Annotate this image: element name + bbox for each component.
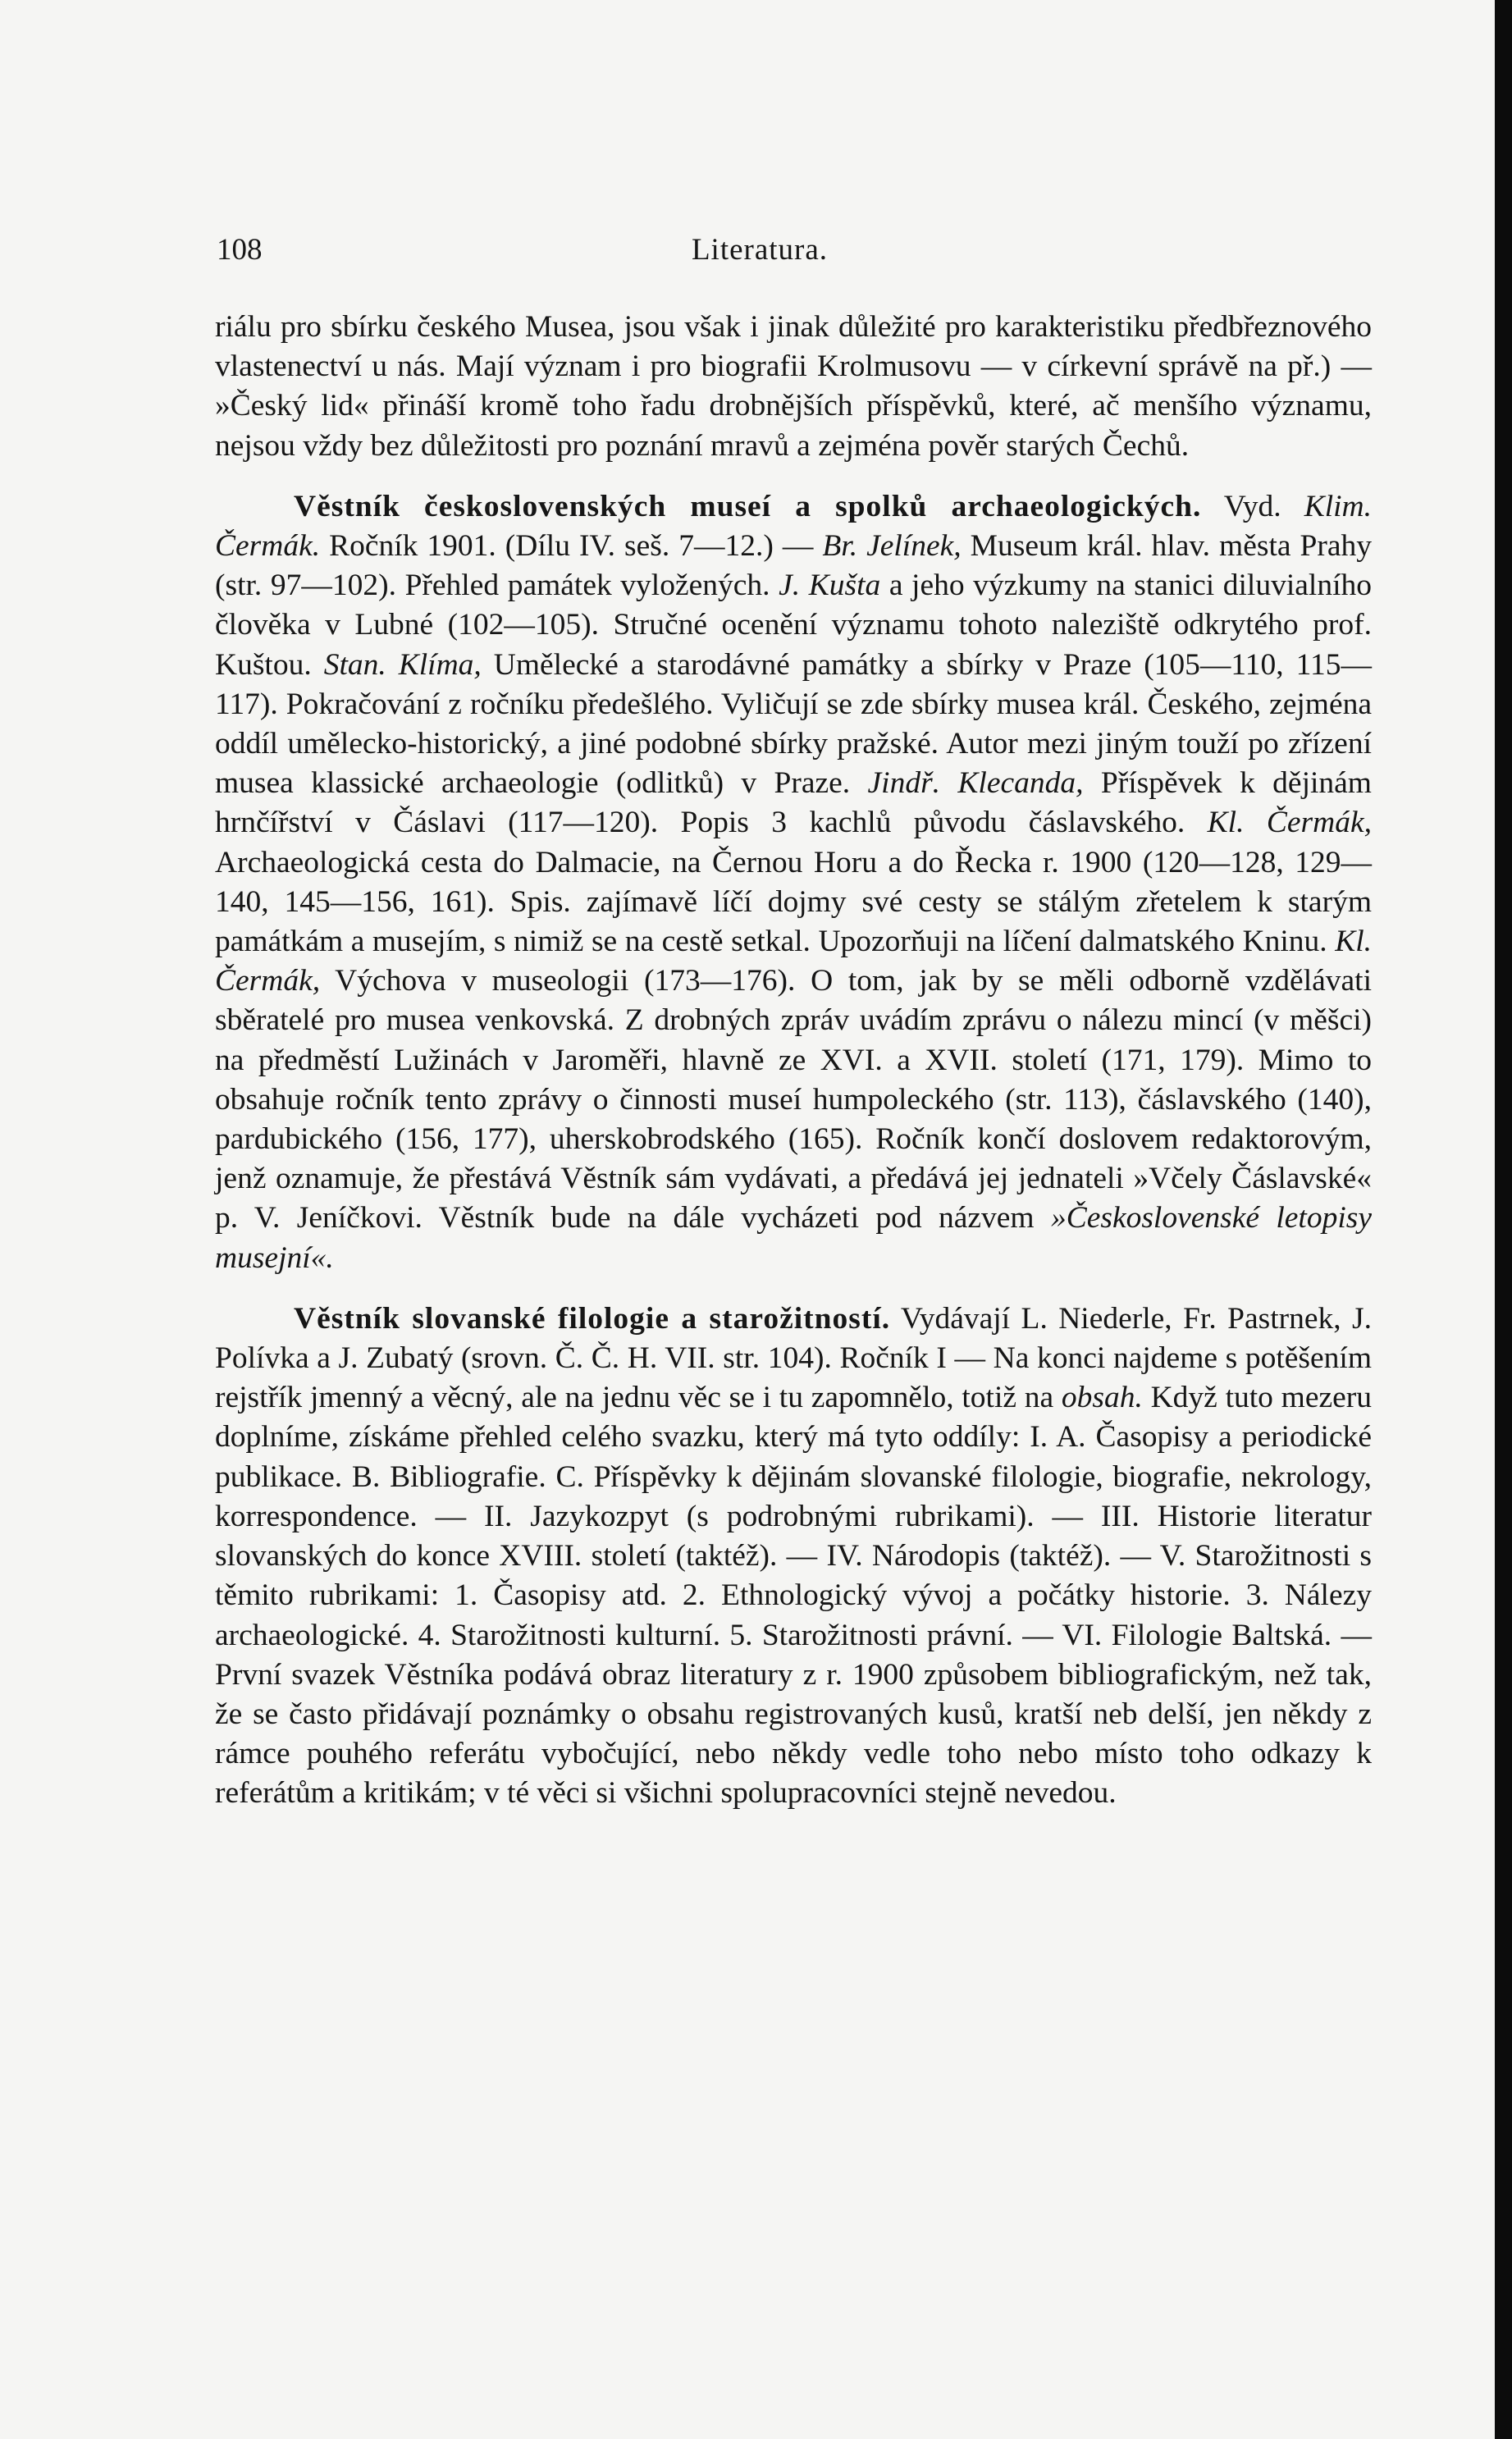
italic-text: Kl. Čermák, (1207, 806, 1372, 840)
text-run: Ročník 1901. (Dílu IV. seš. 7—12.) — (320, 529, 823, 564)
paragraph-vestnik-ceskoslovenskych-musei (215, 487, 1372, 1278)
italic-text: J. Kušta (779, 569, 881, 603)
italic-text: Br. Jelínek, (822, 529, 962, 564)
text-run: riálu pro sbírku českého Musea, jsou však i jinak důležité pro karakteristiku předbřeznového vlastenectví u nás. Mají význam i pro biografii Krolmusovu — v církevní správě na př.) — »Český lid« přináší kromě toho řadu drobnějších příspěvků, které, ač menšího významu, nejsou vždy bez důležitosti pro poznání mravů a zejména pověr starých Čechů. (215, 310, 1372, 463)
page-number: 108 (217, 233, 263, 267)
text-run: Když tuto mezeru doplníme, získáme přehled celého svazku, který má tyto oddíly: I. A. Časopisy a periodické publikace. B. Bibliografie. C. Příspěvky k dějinám slovanské filologie, biografie, nekrology, korrespondence. — II. Jazykozpyt (s podrobnými rubrikami). — III. Historie literatur slovanských do konce XVIII. století (taktéž). — IV. Národopis (taktéž). — V. Starožitnosti s těmito rubrikami: 1. Časopisy atd. 2. Ethnologický vývoj a počátky historie. 3. Nálezy archaeologické. 4. Starožitnosti kulturní. 5. Starožitnosti právní. — VI. Filologie Baltská. — První svazek Věstníka podává obraz literatury z r. 1900 způsobem bibliografickým, než tak, že se často přidávají poznámky o obsahu registrovaných kusů, kratší neb delší, jen někdy z rámce pouhého referátu vybočující, nebo někdy vedle toho nebo místo toho odkazy k referátům a kritikám; v té věci si všichni spolupracovníci stejně nevedou. (215, 1381, 1372, 1811)
text-run: a jeho výzkumy na stanici diluvialního člověka v Lubné (102—105). Stručné ocenění významu tohoto naleziště odkrytého prof. Kuštou. (215, 569, 1372, 682)
body-text (215, 308, 1372, 1814)
entry-title: Věstník slovanské filologie a starožitností. (294, 1301, 891, 1336)
text-run: Vyd. (1201, 489, 1304, 523)
text-run: Výchova v museologii (173—176). O tom, jak by se měli odborně vzdělávati sběratelé pro musea venkovská. Z drobných zpráv uvádím zprávu o nálezu mincí (v měšci) na předměstí Lužinách v Jaroměři, hlavně ze XVI. a XVII. století (171, 179). Mimo to obsahuje ročník tento zprávy o činnosti museí humpoleckého (str. 113), čáslavského (140), pardubického (156, 177), uherskobrodského (165). Ročník končí doslovem redaktorovým, jenž oznamuje, že přestává Věstník sám vydávati, a předává jej jednateli »Včely Čáslavské« p. V. Jeníčkovi. Věstník bude na dále vycházeti pod názvem (215, 964, 1372, 1235)
italic-text: Jindř. Klecanda, (867, 766, 1084, 801)
text-run: Archaeologická cesta do Dalmacie, na Černou Horu a do Řecka r. 1900 (120—128, 129—140, 145—156, 161). Spis. zajímavě líčí dojmy své cesty se stálým zřetelem k starým památkám a musejím, s nimiž se na cestě setkal. Upozorňuji na líčení dalmatského Kninu. (215, 845, 1372, 959)
italic-text: »Československé letopisy musejní«. (215, 1201, 1373, 1275)
italic-text: Stan. Klíma, (323, 647, 482, 682)
italic-text: obsah. (1061, 1381, 1143, 1415)
text-run: Umělecké a starodávné památky a sbírky v Praze (105—110, 115—117). Pokračování z ročníku předešlého. Vyličují se zde sbírky musea král. Českého, zejména oddíl umělecko-historický, a jiné podobné sbírky pražské. Autor mezi jiným touží po zřízení musea klassické archaeologie (odlitků) v Praze. (215, 647, 1372, 801)
page-header (215, 232, 1304, 273)
entry-title: Věstník československých museí a spolků archaeologických. (294, 489, 1202, 523)
italic-text: Klim. Čermák. (215, 489, 1372, 564)
running-title: Literatura. (691, 233, 829, 267)
italic-text: Kl. Čermák, (215, 925, 1372, 998)
text-run: Vydávají L. Niederle, Fr. Pastrnek, J. Polívka a J. Zubatý (srovn. Č. Č. H. VII. str. 104). Ročník I — Na konci najdeme s potěšením rejstřík jmenný a věcný, ale na jednu věc se i tu zapomnělo, totiž na (215, 1301, 1372, 1415)
text-run: Museum král. hlav. města Prahy (str. 97—102). Přehled památek vyložených. (215, 529, 1373, 603)
paragraph-vestnik-slovanske-filologie (215, 1299, 1372, 1814)
text-run: Příspěvek k dějinám hrnčířství v Čáslavi (117—120). Popis 3 kachlů původu čáslavského. (215, 766, 1372, 840)
paragraph-continuation (215, 308, 1372, 466)
